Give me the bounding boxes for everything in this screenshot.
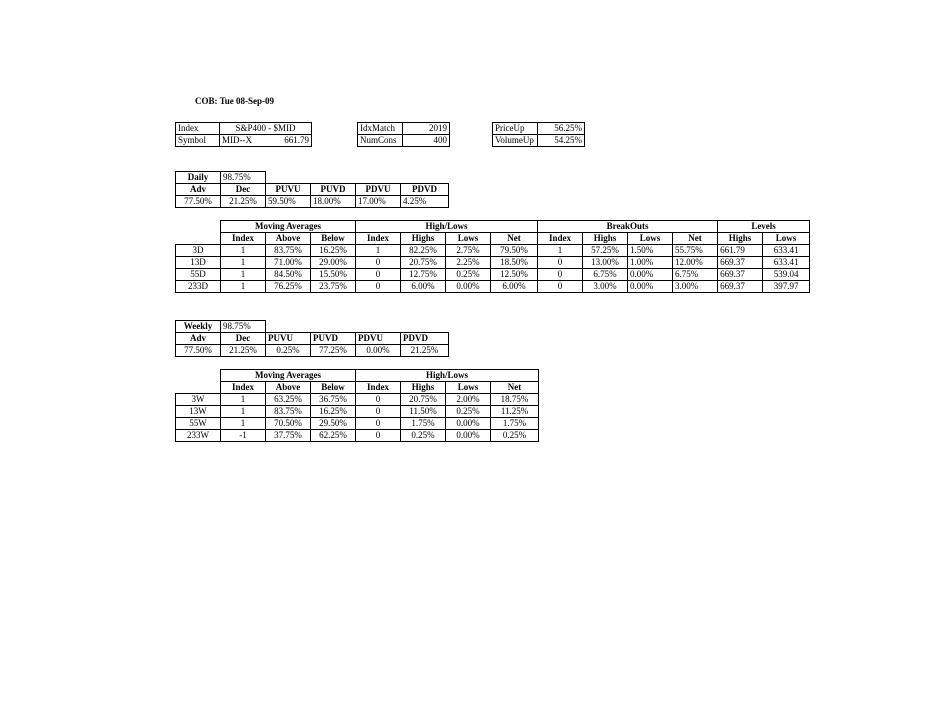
table-cell: 11.25% xyxy=(491,406,539,418)
row-label: 13D xyxy=(176,257,221,269)
col-header: Index xyxy=(356,382,401,394)
table-cell: 1 xyxy=(221,406,266,418)
table-row xyxy=(176,418,539,430)
daily-cell: 4.25% xyxy=(401,196,449,208)
col-header: Above xyxy=(266,382,311,394)
col-header: Highs xyxy=(401,233,446,245)
col-header: Net xyxy=(491,382,539,394)
table-cell: 63.25% xyxy=(266,394,311,406)
weekly-cell: 0.25% xyxy=(266,345,311,357)
table-cell: 70.50% xyxy=(266,418,311,430)
weekly-label-row xyxy=(176,321,449,333)
col-header: Lows xyxy=(628,233,673,245)
table-row xyxy=(176,281,810,293)
daily-header-row xyxy=(176,184,449,196)
table-cell: 36.75% xyxy=(311,394,356,406)
table-cell: 0 xyxy=(356,406,401,418)
priceup-row xyxy=(493,123,585,135)
table-cell: 6.00% xyxy=(491,281,538,293)
volumeup-label: VolumeUp xyxy=(493,135,538,147)
daily-label: Daily xyxy=(176,172,221,184)
col-header: Below xyxy=(311,233,356,245)
table-cell: 83.75% xyxy=(266,406,311,418)
table-cell: 0.25% xyxy=(446,406,491,418)
group-high-lows: High/Lows xyxy=(356,370,539,382)
weekly-value: 98.75% xyxy=(221,321,266,333)
row-label: 3D xyxy=(176,245,221,257)
symbol-price: 661.79 xyxy=(267,135,312,147)
col-header: Index xyxy=(356,233,401,245)
idxmatch-table xyxy=(357,122,450,147)
weekly-summary-table xyxy=(175,320,449,357)
row-label: 55D xyxy=(176,269,221,281)
weekly-cell: 77.25% xyxy=(311,345,356,357)
col-header: Highs xyxy=(718,233,763,245)
table-cell: 633.41 xyxy=(763,245,810,257)
table-cell: 2.75% xyxy=(446,245,491,257)
table-cell: 661.79 xyxy=(718,245,763,257)
table-cell: 0 xyxy=(538,281,583,293)
index-row xyxy=(176,123,312,135)
table-cell: 79.50% xyxy=(491,245,538,257)
table-cell: 55.75% xyxy=(673,245,718,257)
daily-header: PDVD xyxy=(401,184,449,196)
table-cell: 0 xyxy=(356,418,401,430)
table-cell: 0.25% xyxy=(491,430,539,442)
table-cell: 23.75% xyxy=(311,281,356,293)
daily-cell: 17.00% xyxy=(356,196,401,208)
table-cell: 3.00% xyxy=(583,281,628,293)
group-levels: Levels xyxy=(718,221,810,233)
table-cell: 1 xyxy=(221,245,266,257)
weekly-group-row xyxy=(176,370,539,382)
col-header: Below xyxy=(311,382,356,394)
daily-label-row xyxy=(176,172,449,184)
table-cell: 0 xyxy=(538,269,583,281)
table-cell: 1 xyxy=(538,245,583,257)
table-cell: 16.25% xyxy=(311,245,356,257)
table-cell: 1 xyxy=(221,257,266,269)
daily-header: PUVU xyxy=(266,184,311,196)
col-header: Index xyxy=(221,382,266,394)
table-cell: 397.97 xyxy=(763,281,810,293)
daily-header: Adv xyxy=(176,184,221,196)
table-row xyxy=(176,245,810,257)
table-cell: 669.37 xyxy=(718,281,763,293)
priceup-table xyxy=(492,122,585,147)
weekly-header: Adv xyxy=(176,333,221,345)
daily-col-header-row xyxy=(176,233,810,245)
symbol-label: Symbol xyxy=(176,135,220,147)
group-moving-averages: Moving Averages xyxy=(221,370,356,382)
table-cell: 16.25% xyxy=(311,406,356,418)
table-cell: 12.00% xyxy=(673,257,718,269)
row-label: 13W xyxy=(176,406,221,418)
table-cell: 633.41 xyxy=(763,257,810,269)
daily-header: PDVU xyxy=(356,184,401,196)
row-label: 3W xyxy=(176,394,221,406)
table-row xyxy=(176,406,539,418)
table-cell: 1 xyxy=(221,418,266,430)
col-header: Net xyxy=(673,233,718,245)
table-cell: 84.50% xyxy=(266,269,311,281)
table-cell: 0.00% xyxy=(446,418,491,430)
table-cell: 1 xyxy=(221,394,266,406)
table-cell: 1 xyxy=(221,269,266,281)
table-cell: 11.50% xyxy=(401,406,446,418)
priceup-label: PriceUp xyxy=(493,123,538,135)
col-header: Lows xyxy=(446,382,491,394)
daily-group-row xyxy=(176,221,810,233)
table-cell: 0.00% xyxy=(628,269,673,281)
table-cell: 0.00% xyxy=(446,430,491,442)
group-moving-averages: Moving Averages xyxy=(221,221,356,233)
table-cell: 0 xyxy=(356,394,401,406)
weekly-main-table xyxy=(175,369,539,442)
weekly-header: PDVU xyxy=(356,333,401,345)
daily-cell: 77.50% xyxy=(176,196,221,208)
table-cell: 6.00% xyxy=(401,281,446,293)
daily-cell: 59.50% xyxy=(266,196,311,208)
table-cell: 82.25% xyxy=(401,245,446,257)
idxmatch-row xyxy=(358,123,450,135)
table-cell: 0.00% xyxy=(628,281,673,293)
daily-value-row xyxy=(176,196,449,208)
daily-header: PUVD xyxy=(311,184,356,196)
daily-summary-table xyxy=(175,171,449,208)
daily-value: 98.75% xyxy=(221,172,266,184)
symbol-value: MID--X xyxy=(220,135,267,147)
table-row xyxy=(176,257,810,269)
weekly-header: Dec xyxy=(221,333,266,345)
daily-header: Dec xyxy=(221,184,266,196)
idxmatch-value: 2019 xyxy=(403,123,450,135)
table-cell: 0.25% xyxy=(446,269,491,281)
table-row xyxy=(176,269,810,281)
index-value: S&P400 - $MID xyxy=(220,123,312,135)
numcons-label: NumCons xyxy=(358,135,403,147)
table-cell: 71.00% xyxy=(266,257,311,269)
col-header: Lows xyxy=(763,233,810,245)
volumeup-row xyxy=(493,135,585,147)
col-header: Above xyxy=(266,233,311,245)
table-cell: 1 xyxy=(221,281,266,293)
table-cell: 12.50% xyxy=(491,269,538,281)
idxmatch-label: IdxMatch xyxy=(358,123,403,135)
weekly-header-row xyxy=(176,333,449,345)
table-row xyxy=(176,430,539,442)
table-row xyxy=(176,394,539,406)
table-cell: 1.50% xyxy=(628,245,673,257)
col-header: Index xyxy=(538,233,583,245)
priceup-value: 56.25% xyxy=(538,123,585,135)
numcons-row xyxy=(358,135,450,147)
cob-date: COB: Tue 08-Sep-09 xyxy=(195,96,275,106)
weekly-value-row xyxy=(176,345,449,357)
table-cell: 0 xyxy=(538,257,583,269)
table-cell: 0.25% xyxy=(401,430,446,442)
col-header: Highs xyxy=(583,233,628,245)
table-cell: 83.75% xyxy=(266,245,311,257)
weekly-header: PUVD xyxy=(311,333,356,345)
table-cell: 669.37 xyxy=(718,257,763,269)
group-high-lows: High/Lows xyxy=(356,221,538,233)
table-cell: 6.75% xyxy=(583,269,628,281)
index-symbol-table xyxy=(175,122,312,147)
row-label: 233W xyxy=(176,430,221,442)
table-cell: 18.50% xyxy=(491,257,538,269)
volumeup-value: 54.25% xyxy=(538,135,585,147)
col-header: Index xyxy=(221,233,266,245)
table-cell: 62.25% xyxy=(311,430,356,442)
group-breakouts: BreakOuts xyxy=(538,221,718,233)
numcons-value: 400 xyxy=(403,135,450,147)
table-cell: 1 xyxy=(356,245,401,257)
table-cell: -1 xyxy=(221,430,266,442)
table-cell: 18.75% xyxy=(491,394,539,406)
table-cell: 669.37 xyxy=(718,269,763,281)
table-cell: 12.75% xyxy=(401,269,446,281)
table-cell: 13.00% xyxy=(583,257,628,269)
daily-main-table xyxy=(175,220,810,293)
table-cell: 6.75% xyxy=(673,269,718,281)
table-cell: 20.75% xyxy=(401,257,446,269)
symbol-row xyxy=(176,135,312,147)
weekly-label: Weekly xyxy=(176,321,221,333)
table-cell: 1.75% xyxy=(491,418,539,430)
table-cell: 0 xyxy=(356,257,401,269)
table-cell: 2.25% xyxy=(446,257,491,269)
table-cell: 539.04 xyxy=(763,269,810,281)
table-cell: 29.00% xyxy=(311,257,356,269)
col-header: Net xyxy=(491,233,538,245)
table-cell: 37.75% xyxy=(266,430,311,442)
table-cell: 15.50% xyxy=(311,269,356,281)
table-cell: 76.25% xyxy=(266,281,311,293)
table-cell: 57.25% xyxy=(583,245,628,257)
table-cell: 0 xyxy=(356,281,401,293)
table-cell: 3.00% xyxy=(673,281,718,293)
daily-cell: 21.25% xyxy=(221,196,266,208)
table-cell: 0 xyxy=(356,430,401,442)
table-cell: 0 xyxy=(356,269,401,281)
table-cell: 1.00% xyxy=(628,257,673,269)
weekly-cell: 21.25% xyxy=(221,345,266,357)
index-label: Index xyxy=(176,123,220,135)
weekly-col-header-row xyxy=(176,382,539,394)
table-cell: 0.00% xyxy=(446,281,491,293)
table-cell: 2.00% xyxy=(446,394,491,406)
weekly-header: PDVD xyxy=(401,333,449,345)
weekly-header: PUVU xyxy=(266,333,311,345)
weekly-cell: 0.00% xyxy=(356,345,401,357)
table-cell: 1.75% xyxy=(401,418,446,430)
col-header: Highs xyxy=(401,382,446,394)
row-label: 55W xyxy=(176,418,221,430)
table-cell: 29.50% xyxy=(311,418,356,430)
weekly-cell: 77.50% xyxy=(176,345,221,357)
weekly-cell: 21.25% xyxy=(401,345,449,357)
table-cell: 20.75% xyxy=(401,394,446,406)
row-label: 233D xyxy=(176,281,221,293)
col-header: Lows xyxy=(446,233,491,245)
daily-cell: 18.00% xyxy=(311,196,356,208)
